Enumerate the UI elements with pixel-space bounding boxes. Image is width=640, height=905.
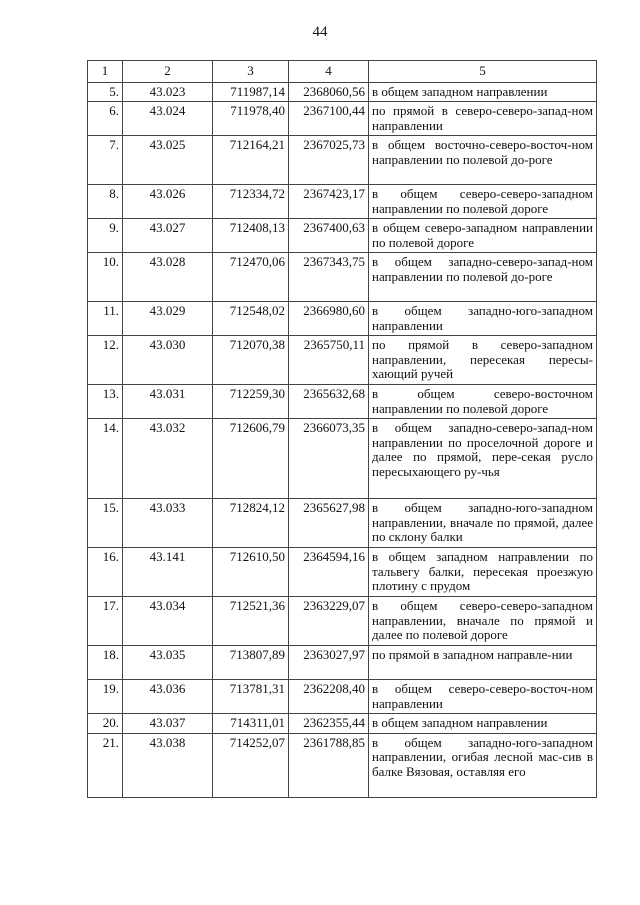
point-id: 43.032: [123, 419, 213, 499]
coordinate-y: 2365627,98: [289, 499, 369, 548]
point-id: 43.028: [123, 253, 213, 302]
point-id: 43.029: [123, 302, 213, 336]
table-row: [88, 219, 597, 253]
table-row: [88, 82, 597, 102]
route-description: в общем северо-северо-западном направлении, вначале по прямой и далее по полевой дороге: [369, 597, 597, 646]
coordinate-y: 2362208,40: [289, 680, 369, 714]
table-header-row: [88, 61, 597, 83]
coordinate-y: 2361788,85: [289, 733, 369, 797]
point-id: 43.037: [123, 714, 213, 734]
point-id: 43.031: [123, 385, 213, 419]
route-description: в общем западном направлении: [369, 714, 597, 734]
row-number: 6.: [88, 102, 123, 136]
route-description: в общем западном направлении по тальвегу балки, пересекая проезжую плотину с прудом: [369, 548, 597, 597]
row-number: 16.: [88, 548, 123, 597]
coordinate-y: 2362355,44: [289, 714, 369, 734]
row-number: 9.: [88, 219, 123, 253]
coordinate-x: 712164,21: [213, 136, 289, 185]
table-row: [88, 253, 597, 302]
header-col-3: 3: [213, 61, 289, 83]
coordinate-x: 712070,38: [213, 336, 289, 385]
coordinate-x: 714252,07: [213, 733, 289, 797]
coordinate-x: 712470,06: [213, 253, 289, 302]
row-number: 14.: [88, 419, 123, 499]
table-row: [88, 185, 597, 219]
coordinate-x: 712824,12: [213, 499, 289, 548]
table-row: [88, 336, 597, 385]
header-col-4: 4: [289, 61, 369, 83]
point-id: 43.033: [123, 499, 213, 548]
row-number: 21.: [88, 733, 123, 797]
coordinate-x: 711987,14: [213, 82, 289, 102]
route-description: в общем западно-северо-запад-ном направлении по проселочной дороге и далее по прямой, пере-секая русло пересыхающего ру-чья: [369, 419, 597, 499]
coordinate-y: 2366980,60: [289, 302, 369, 336]
row-number: 7.: [88, 136, 123, 185]
table-row: [88, 385, 597, 419]
coordinate-y: 2367100,44: [289, 102, 369, 136]
row-number: 18.: [88, 646, 123, 680]
coordinate-x: 713781,31: [213, 680, 289, 714]
row-number: 20.: [88, 714, 123, 734]
point-id: 43.025: [123, 136, 213, 185]
point-id: 43.026: [123, 185, 213, 219]
coordinate-y: 2363229,07: [289, 597, 369, 646]
point-id: 43.023: [123, 82, 213, 102]
row-number: 15.: [88, 499, 123, 548]
coordinate-y: 2367343,75: [289, 253, 369, 302]
route-description: в общем северо-западном направлении по полевой дороге: [369, 219, 597, 253]
route-description: по прямой в северо-северо-запад-ном направлении: [369, 102, 597, 136]
coordinate-x: 712259,30: [213, 385, 289, 419]
header-col-1: 1: [88, 61, 123, 83]
coordinate-x: 712334,72: [213, 185, 289, 219]
coordinate-x: 712548,02: [213, 302, 289, 336]
coordinate-y: 2364594,16: [289, 548, 369, 597]
point-id: 43.024: [123, 102, 213, 136]
header-col-2: 2: [123, 61, 213, 83]
route-description: в общем северо-северо-восточ-ном направлении: [369, 680, 597, 714]
point-id: 43.036: [123, 680, 213, 714]
coordinate-y: 2368060,56: [289, 82, 369, 102]
header-col-5: 5: [369, 61, 597, 83]
table-row: [88, 646, 597, 680]
coordinate-x: 712610,50: [213, 548, 289, 597]
route-table: [87, 60, 597, 798]
row-number: 5.: [88, 82, 123, 102]
table-row: [88, 102, 597, 136]
row-number: 11.: [88, 302, 123, 336]
route-description: в общем северо-восточном направлении по полевой дороге: [369, 385, 597, 419]
row-number: 13.: [88, 385, 123, 419]
coordinate-x: 712521,36: [213, 597, 289, 646]
coordinate-x: 712606,79: [213, 419, 289, 499]
point-id: 43.027: [123, 219, 213, 253]
coordinate-x: 712408,13: [213, 219, 289, 253]
table-body: [88, 82, 597, 797]
coordinate-y: 2367025,73: [289, 136, 369, 185]
table-row: [88, 419, 597, 499]
table-row: [88, 548, 597, 597]
coordinate-x: 711978,40: [213, 102, 289, 136]
route-description: по прямой в северо-западном направлении, пересекая пересы-хающий ручей: [369, 336, 597, 385]
table-row: [88, 597, 597, 646]
coordinate-y: 2367400,63: [289, 219, 369, 253]
table-row: [88, 680, 597, 714]
route-description: по прямой в западном направле-нии: [369, 646, 597, 680]
point-id: 43.030: [123, 336, 213, 385]
table-row: [88, 136, 597, 185]
route-description: в общем восточно-северо-восточ-ном направлении по полевой до-роге: [369, 136, 597, 185]
point-id: 43.141: [123, 548, 213, 597]
coordinate-x: 714311,01: [213, 714, 289, 734]
row-number: 17.: [88, 597, 123, 646]
row-number: 12.: [88, 336, 123, 385]
route-description: в общем западно-юго-западном направлении, вначале по прямой, далее по склону балки: [369, 499, 597, 548]
point-id: 43.034: [123, 597, 213, 646]
page-number: 44: [312, 24, 328, 40]
route-description: в общем западном направлении: [369, 82, 597, 102]
table-row: [88, 302, 597, 336]
route-description: в общем западно-северо-запад-ном направлении по полевой до-роге: [369, 253, 597, 302]
table-row: [88, 499, 597, 548]
coordinate-y: 2366073,35: [289, 419, 369, 499]
coordinate-y: 2367423,17: [289, 185, 369, 219]
coordinate-x: 713807,89: [213, 646, 289, 680]
table-row: [88, 733, 597, 797]
row-number: 8.: [88, 185, 123, 219]
coordinate-y: 2365632,68: [289, 385, 369, 419]
route-description: в общем западно-юго-западном направлении: [369, 302, 597, 336]
row-number: 19.: [88, 680, 123, 714]
coordinate-y: 2363027,97: [289, 646, 369, 680]
point-id: 43.038: [123, 733, 213, 797]
route-description: в общем северо-северо-западном направлении по полевой дороге: [369, 185, 597, 219]
row-number: 10.: [88, 253, 123, 302]
table-row: [88, 714, 597, 734]
coordinate-y: 2365750,11: [289, 336, 369, 385]
point-id: 43.035: [123, 646, 213, 680]
route-description: в общем западно-юго-западном направлении, огибая лесной мас-сив в балке Вязовая, оставляя его: [369, 733, 597, 797]
